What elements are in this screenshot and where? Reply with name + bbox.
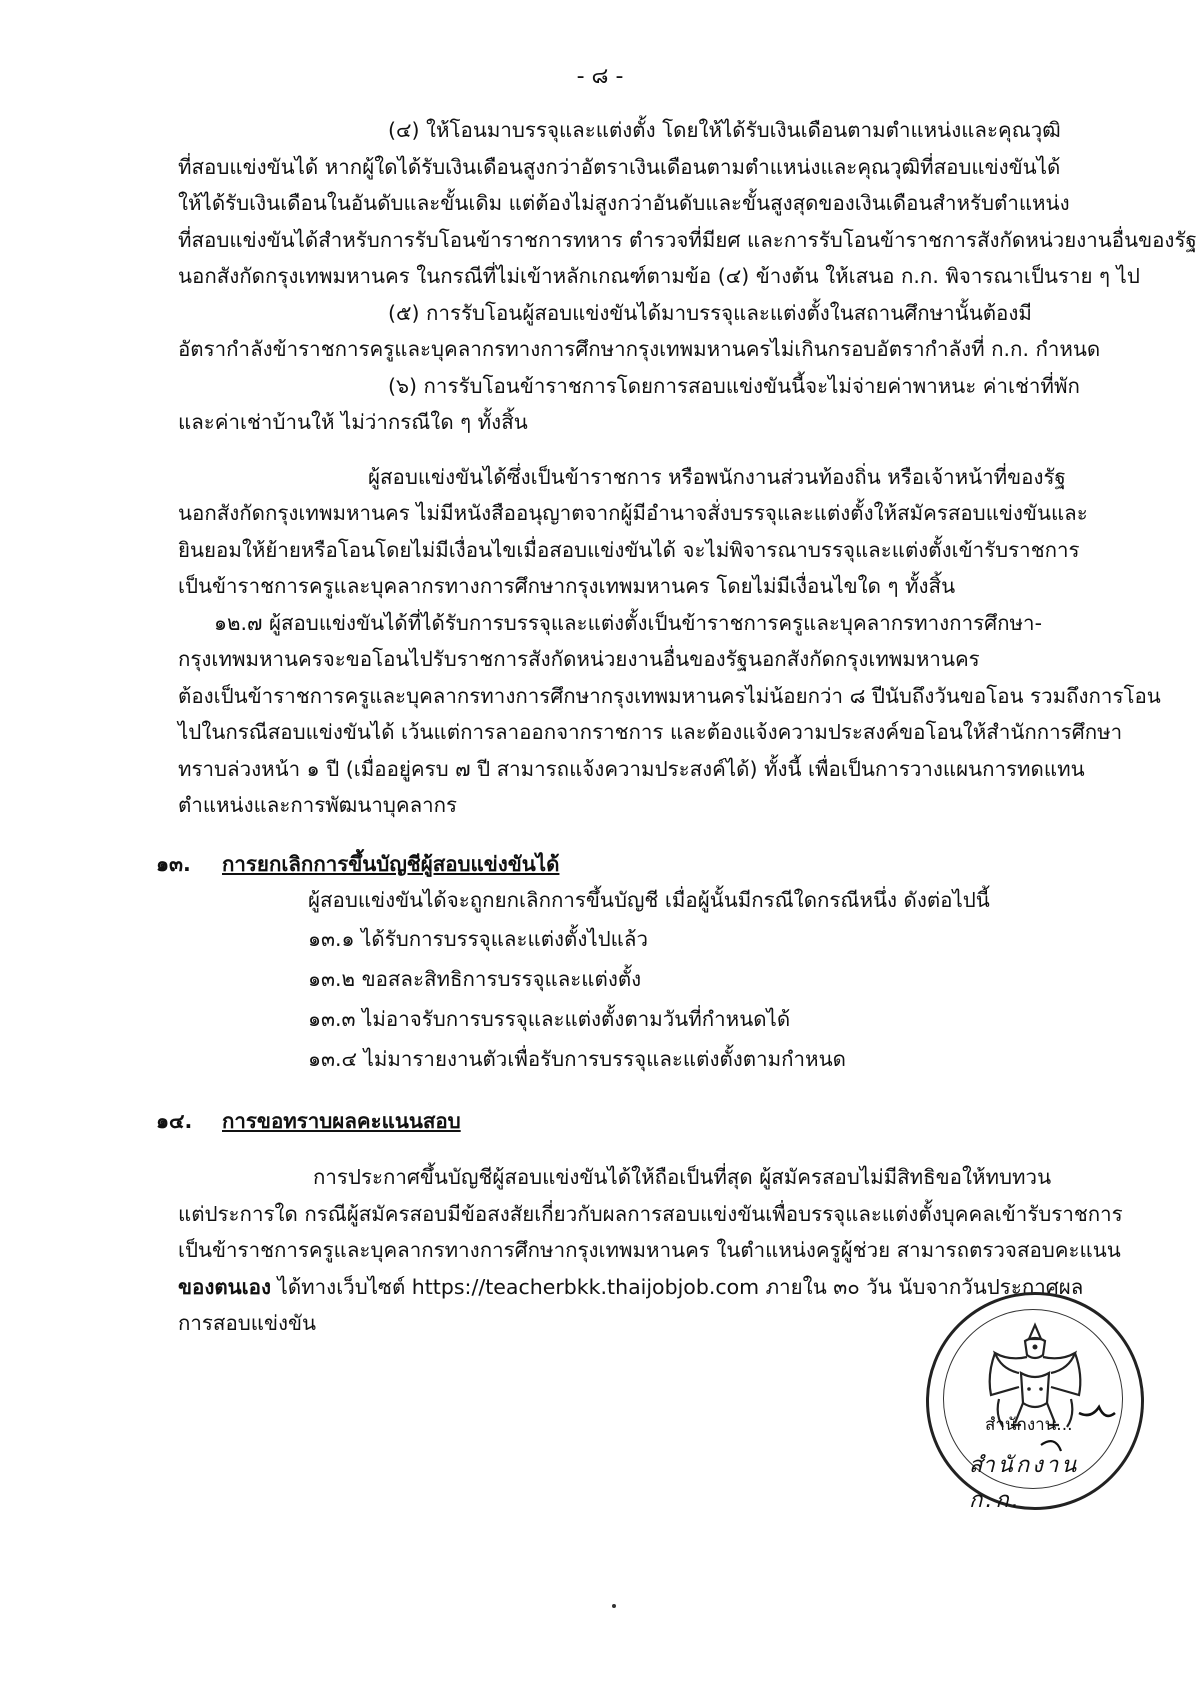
section-14-heading	[156, 1103, 1086, 1140]
section-13-item-4: ๑๓.๔ ไม่มารายงานตัวเพื่อรับการบรรจุและแต่งตั้งตามกำหนด	[308, 1046, 846, 1071]
para-5-line-2: อัตรากำลังข้าราชการครูและบุคลากรทางการศึกษากรุงเทพมหานครไม่เกินกรอบอัตรากำลังที่ ก.ก. กำหนด	[178, 337, 1101, 361]
para-4-line-4: ที่สอบแข่งขันได้สำหรับการรับโอนข้าราชการทหาร ตำรวจที่มียศ และการรับโอนข้าราชการสังกัดหน่วยงานอื่นของรัฐ	[178, 227, 1197, 252]
page-number: - ๘ -	[576, 64, 624, 89]
signature-stroke-icon	[1079, 1407, 1115, 1416]
para-12-7-line-1: ๑๒.๗ ผู้สอบแข่งขันได้ที่ได้รับการบรรจุและแต่งตั้งเป็นข้าราชการครูและบุคลากรทางการศึกษา-	[214, 610, 1042, 635]
official-seal	[926, 1292, 1144, 1513]
para-12-7-line-2: กรุงเทพมหานครจะขอโอนไปรับราชการสังกัดหน่วยงานอื่นของรัฐนอกสังกัดกรุงเทพมหานคร	[178, 647, 980, 671]
para-12-7-line-6: ตำแหน่งและการพัฒนาบุคลากร	[178, 793, 458, 817]
section-13-title: การยกเลิกการขึ้นบัญชีผู้สอบแข่งขันได้	[222, 851, 560, 876]
section-14-line-5: การสอบแข่งขัน	[178, 1311, 317, 1335]
para-civil-line-4: เป็นข้าราชการครูและบุคลากรทางการศึกษากรุงเทพมหานคร โดยไม่มีเงื่อนไขใด ๆ ทั้งสิ้น	[178, 574, 956, 598]
section-13-item-2: ๑๓.๒ ขอสละสิทธิการบรรจุและแต่งตั้ง	[308, 966, 642, 991]
seal-label: สำนักงาน...	[985, 1415, 1073, 1435]
para-4-line-1: (๔) ให้โอนมาบรรจุและแต่งตั้ง โดยให้ได้รับเงินเดือนตามตำแหน่งและคุณวุฒิ	[388, 118, 1061, 142]
para-civil-line-3: ยินยอมให้ย้ายหรือโอนโดยไม่มีเงื่อนไขเมื่อสอบแข่งขันได้ จะไม่พิจารณาบรรจุและแต่งตั้งเข้ารับราชการ	[178, 537, 1080, 562]
section-14-line-3: เป็นข้าราชการครูและบุคลากรทางการศึกษากรุงเทพมหานคร ในตำแหน่งครูผู้ช่วย สามารถตรวจสอบคะแนน	[178, 1238, 1121, 1262]
section-14-title: การขอทราบผลคะแนนสอบ	[222, 1108, 461, 1133]
para-6-line-2: และค่าเช่าบ้านให้ ไม่ว่ากรณีใด ๆ ทั้งสิ้น	[178, 410, 528, 434]
para-12-7-line-5: ทราบล่วงหน้า ๑ ปี (เมื่ออยู่ครบ ๗ ปี สามารถแจ้งความประสงค์ได้) ทั้งนี้ เพื่อเป็นการวางแผนการทดแทน	[178, 756, 1085, 781]
section-13-number: ๑๓.	[156, 851, 191, 876]
section-13-item-3: ๑๓.๓ ไม่อาจรับการบรรจุและแต่งตั้งตามวันที่กำหนดได้	[308, 1006, 791, 1031]
para-12-7-line-4: ไปในกรณีสอบแข่งขันได้ เว้นแต่การลาออกจากราชการ และต้องแจ้งความประสงค์ขอโอนให้สำนักการศึกษา	[178, 720, 1123, 744]
stray-mark	[612, 1604, 616, 1608]
para-5-line-1: (๕) การรับโอนผู้สอบแข่งขันได้มาบรรจุและแต่งตั้งในสถานศึกษานั้นต้องมี	[388, 300, 1032, 325]
para-4-line-3: ให้ได้รับเงินเดือนในอันดับและขั้นเดิม แต่ต้องไม่สูงกว่าอันดับและขั้นสูงสุดของเงินเดือนสำหรับตำแหน่ง	[178, 191, 1070, 215]
section-14-website-text: ได้ทางเว็บไซต์ https://teacherbkk.thaijobjob.com ภายใน ๓๐ วัน นับจากวันประกาศผล	[277, 1274, 1084, 1299]
section-14-number: ๑๔.	[156, 1108, 193, 1133]
document-body	[156, 112, 1197, 1342]
section-14-line-1: การประกาศขึ้นบัญชีผู้สอบแข่งขันได้ให้ถือเป็นที่สุด ผู้สมัครสอบไม่มีสิทธิขอให้ทบทวน	[313, 1165, 1052, 1189]
section-13-heading	[156, 846, 1086, 883]
para-4-line-2: ที่สอบแข่งขันได้ หากผู้ใดได้รับเงินเดือนสูงกว่าอัตราเงินเดือนตามตำแหน่งและคุณวุฒิที่สอบแข่งขันได้	[178, 154, 1061, 179]
section-14-bold-phrase: ของตนเอง	[178, 1274, 271, 1299]
section-13-intro: ผู้สอบแข่งขันได้จะถูกยกเลิกการขึ้นบัญชี เมื่อผู้นั้นมีกรณีใดกรณีหนึ่ง ดังต่อไปนี้	[308, 888, 990, 912]
para-4-line-5: นอกสังกัดกรุงเทพมหานคร ในกรณีที่ไม่เข้าหลักเกณฑ์ตามข้อ (๔) ข้างต้น ให้เสนอ ก.ก. พิจารณาเป็นราย ๆ ไป	[178, 264, 1140, 288]
para-12-7-line-3: ต้องเป็นข้าราชการครูและบุคลากรทางการศึกษากรุงเทพมหานครไม่น้อยกว่า ๘ ปีนับถึงวันขอโอน รวมถึงการโอน	[178, 683, 1161, 708]
para-civil-line-1: ผู้สอบแข่งขันได้ซึ่งเป็นข้าราชการ หรือพนักงานส่วนท้องถิ่น หรือเจ้าหน้าที่ของรัฐ	[368, 464, 1066, 489]
section-14-line-2: แต่ประการใด กรณีผู้สมัครสอบมีข้อสงสัยเกี่ยวกับผลการสอบแข่งขันเพื่อบรรจุและแต่งตั้งบุคคลเข้ารับราชการ	[178, 1201, 1123, 1226]
section-13-item-1: ๑๓.๑ ได้รับการบรรจุและแต่งตั้งไปแล้ว	[308, 926, 648, 951]
para-civil-line-2: นอกสังกัดกรุงเทพมหานคร ไม่มีหนังสืออนุญาตจากผู้มีอำนาจสั่งบรรจุและแต่งตั้งให้สมัครสอบแข่งขันและ	[178, 501, 1088, 525]
para-6-line-1: (๖) การรับโอนข้าราชการโดยการสอบแข่งขันนี้จะไม่จ่ายค่าพาหนะ ค่าเช่าที่พัก	[388, 373, 1080, 398]
seal-ring-text: สำนักงาน ก.ก.	[969, 1453, 1080, 1513]
